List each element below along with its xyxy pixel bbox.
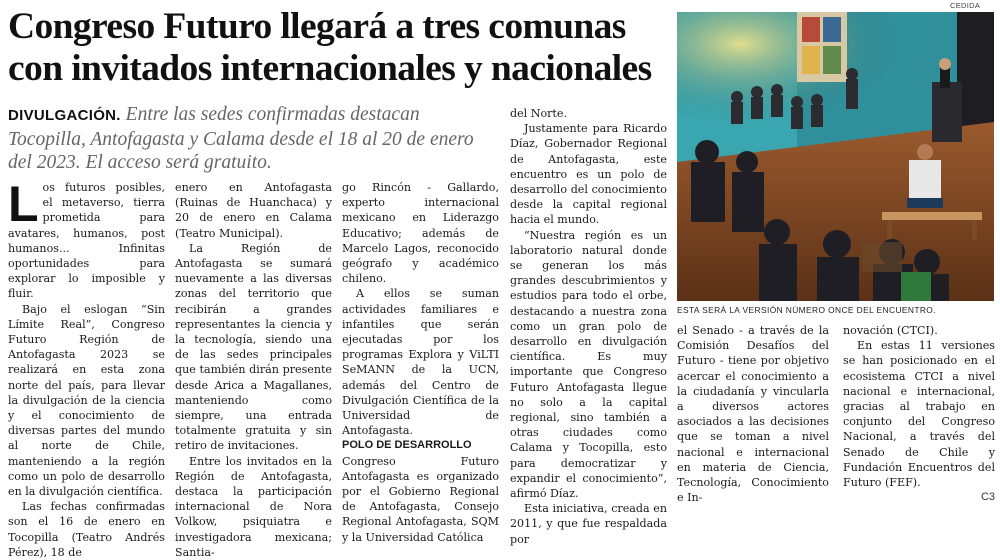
body-paragraph: el Senado - a través de la Comisión Desafíos del Futuro - tiene por objetivo acercar el conocimiento a la ciudadanía y vincularla a diversos actores asociados a las decisiones que se toman a nivel nacional e internacional en materia de Ciencia, Tecnología, Conocimiento e In- <box>677 324 829 505</box>
lead-paragraph <box>8 103 498 175</box>
photo-credit: CEDIDA <box>950 1 981 10</box>
section-kicker: DIVULGACIÓN. <box>8 107 121 124</box>
body-paragraph: Esta iniciativa, creada en 2011, y que fue respaldada por <box>510 502 667 546</box>
body-column-6 <box>843 323 995 505</box>
body-paragraph: En estas 11 versiones se han posicionado en el ecosistema CTCI a nivel nacional e internacional, gracias al trabajo en conjunto del Congreso Nacional, a través del Senado de Chile y Fundación Encuentros del Futuro (FEF). <box>843 339 995 490</box>
body-column-3 <box>342 180 499 545</box>
body-paragraph: Justamente para Ricardo Díaz, Gobernador Regional de Antofagasta, este encuentro es un polo de desarrollo del conocimiento desde la capital regional hacia el mundo. <box>510 122 667 227</box>
body-column-5 <box>677 323 829 505</box>
body-paragraph: Entre los invitados en la Región de Antofagasta, destaca la participación internacional de Nora Volkow, psiquiatra e investigadora mexicana; Santia- <box>175 454 332 559</box>
body-paragraph: del Norte. <box>510 107 567 120</box>
photo-caption: ESTA SERÁ LA VERSIÓN NÚMERO ONCE DEL ENCUENTRO. <box>677 305 936 315</box>
body-column-4 <box>510 106 667 547</box>
body-column-1 <box>8 176 165 560</box>
body-paragraph: A ellos se suman actividades familiares e infantiles que serán ejecutadas por los programas Explora y ViLTI SeMANN de la UCN, además del Centro de Divulgación Científica de la Universidad de Antofagasta. <box>342 287 499 438</box>
body-paragraph: os futuros posibles, el metaverso, tierra prometida para avatares, humanos, post humanos... Infinitas oportunidades para explorar lo imposible y fluir. <box>8 181 165 301</box>
end-mark: C3 <box>980 491 995 504</box>
body-paragraph: “Nuestra región es un laboratorio natural donde se generan los más grandes descubrimientos y estudios para todo el orbe, destacando a nuestra zona como un gran polo de desarrollo en divulgación científica. Es muy importante que Congreso Futuro Antofagasta llegue no solo a la capital regional, sino también a otras ciudades como Calama y Tocopilla, esto para democratizar y expandir el conocimiento”, afirmó Díaz. <box>510 228 667 501</box>
body-column-2 <box>175 180 332 560</box>
body-paragraph: go Rincón - Gallardo, experto internacional mexicano en Liderazgo Educativo; además de Marcelo Lagos, reconocido geógrafo y académico chileno. <box>342 181 499 286</box>
body-paragraph: Congreso Futuro Antofagasta es organizado por el Gobierno Regional de Antofagasta, Consejo Regional Antofagasta, SQM y la Universidad Católica <box>342 454 499 544</box>
body-paragraph: La Región de Antofagasta se sumará nuevamente a las diversas zonas del territorio que recibirán a grandes representantes la ciencia y la tecnología, siendo una de las sedes principales que también dirán presente desde Arica a Magallanes, manteniendo como siempre, una entrada totalmente gratuita y sin retiro de invitaciones. <box>175 241 332 453</box>
event-photo <box>677 12 994 301</box>
section-subhead: POLO DE DESARROLLO <box>342 439 472 452</box>
body-paragraph: Bajo el eslogan “Sin Límite Real”, Congreso Futuro Región de Antofagasta 2023 se realizará en esta zona norte del país, para llevar la divulgación de la ciencia y el conocimiento de diversas partes del mundo al norte de Chile, manteniendo a la región como un polo de desarrollo en la divulgación científica. <box>8 302 165 499</box>
body-paragraph: novación (CTCI). <box>843 324 938 337</box>
drop-cap: L <box>8 176 39 232</box>
body-paragraph: enero en Antofagasta (Ruinas de Huanchaca) y 20 de enero en Calama (Teatro Municipal). <box>175 181 332 240</box>
lead-text: Entre las sedes confirmadas destacan Tocopilla, Antofagasta y Calama desde el 18 al 20 de enero del 2023. El acceso será gratuito. <box>8 104 474 173</box>
headline: Congreso Futuro llegará a tres comunas con invitados internacionales y nacionales <box>8 6 652 89</box>
body-paragraph: Las fechas confirmadas son el 16 de enero en Tocopilla (Teatro Andrés Pérez), 18 de <box>8 500 165 559</box>
